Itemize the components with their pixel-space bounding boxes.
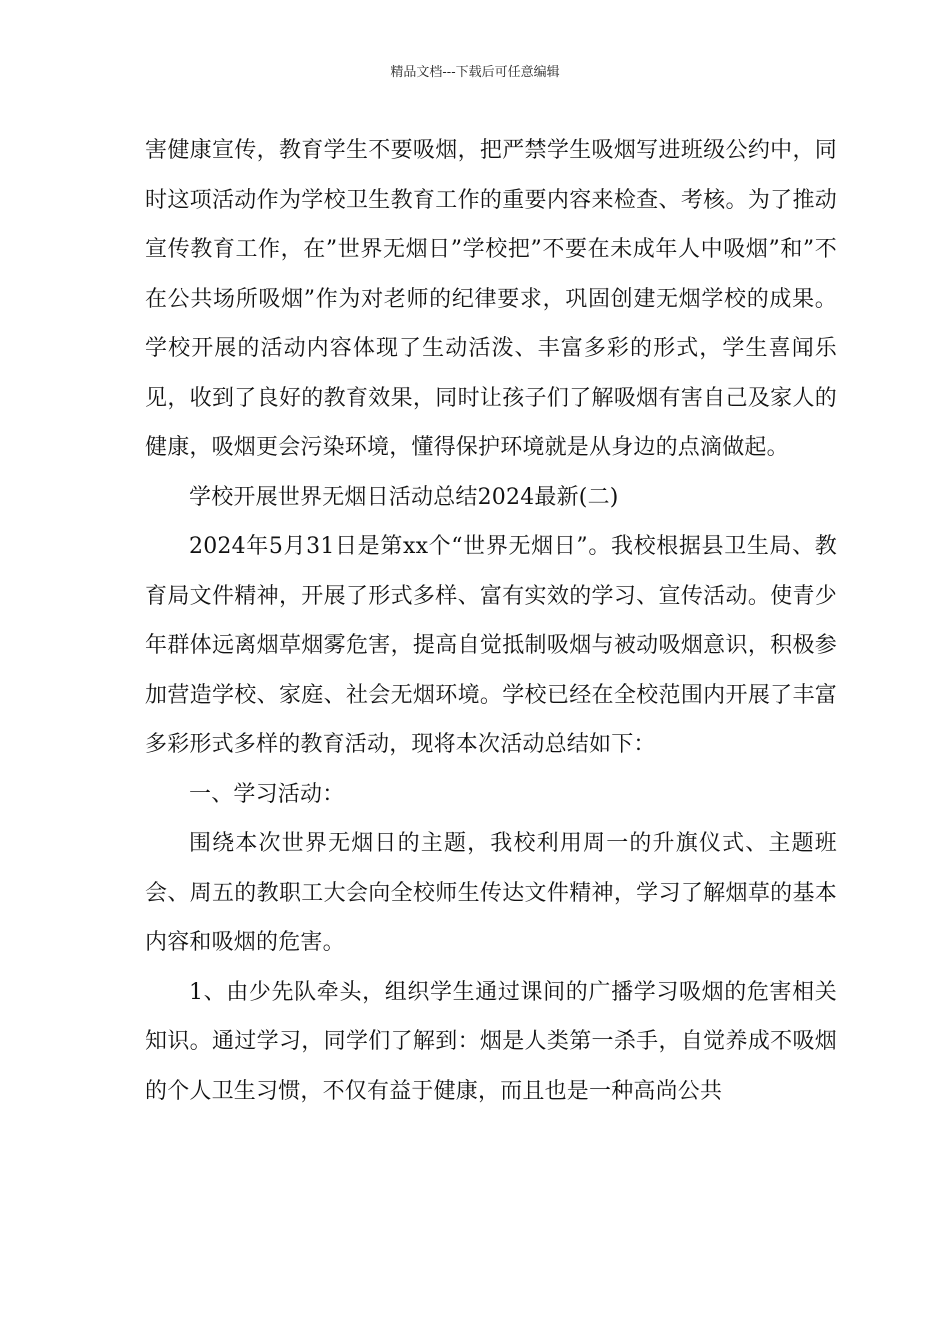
subheading-study-activities: 一、学习活动：: [189, 781, 345, 807]
paragraph-intro: 2024年5月31日是第xx个“世界无烟日”。我校根据县卫生局、教育局文件精神，开展了形式多样、富有实效的学习、宣传活动。使青少年群体远离烟草烟雾危害，提高自觉抵制吸烟与被动吸烟意识，积极参加营造学校、家庭、社会无烟环境。学校已经在全校范围内开展了丰富多彩形式多样的教育活动，现将本次活动总结如下：: [145, 534, 837, 757]
paragraph-item-1: 1、由少先队牵头，组织学生通过课间的广播学习吸烟的危害相关知识。通过学习，同学们了解到：烟是人类第一杀手，自觉养成不吸烟的个人卫生习惯，不仅有益于健康，而且也是一种高尚公共: [145, 979, 837, 1104]
document-body: [145, 126, 837, 1116]
paragraph-study: 围绕本次世界无烟日的主题，我校利用周一的升旗仪式、主题班会、周五的教职工大会向全校师生传达文件精神，学习了解烟草的基本内容和吸烟的危害。: [145, 831, 837, 955]
page-header: 精品文档---下载后可任意编辑: [390, 65, 560, 80]
paragraph-continued: 害健康宣传，教育学生不要吸烟，把严禁学生吸烟写进班级公约中，同时这项活动作为学校卫生教育工作的重要内容来检查、考核。为了推动宣传教育工作，在”世界无烟日”学校把”不要在未成年人中吸烟”和”不在公共场所吸烟”作为对老师的纪律要求，巩固创建无烟学校的成果。学校开展的活动内容体现了生动活泼、丰富多彩的形式，学生喜闻乐见，收到了良好的教育效果，同时让孩子们了解吸烟有害自己及家人的健康，吸烟更会污染环境，懂得保护环境就是从身边的点滴做起。: [145, 138, 837, 460]
section-heading: 学校开展世界无烟日活动总结2024最新(二): [189, 484, 619, 510]
